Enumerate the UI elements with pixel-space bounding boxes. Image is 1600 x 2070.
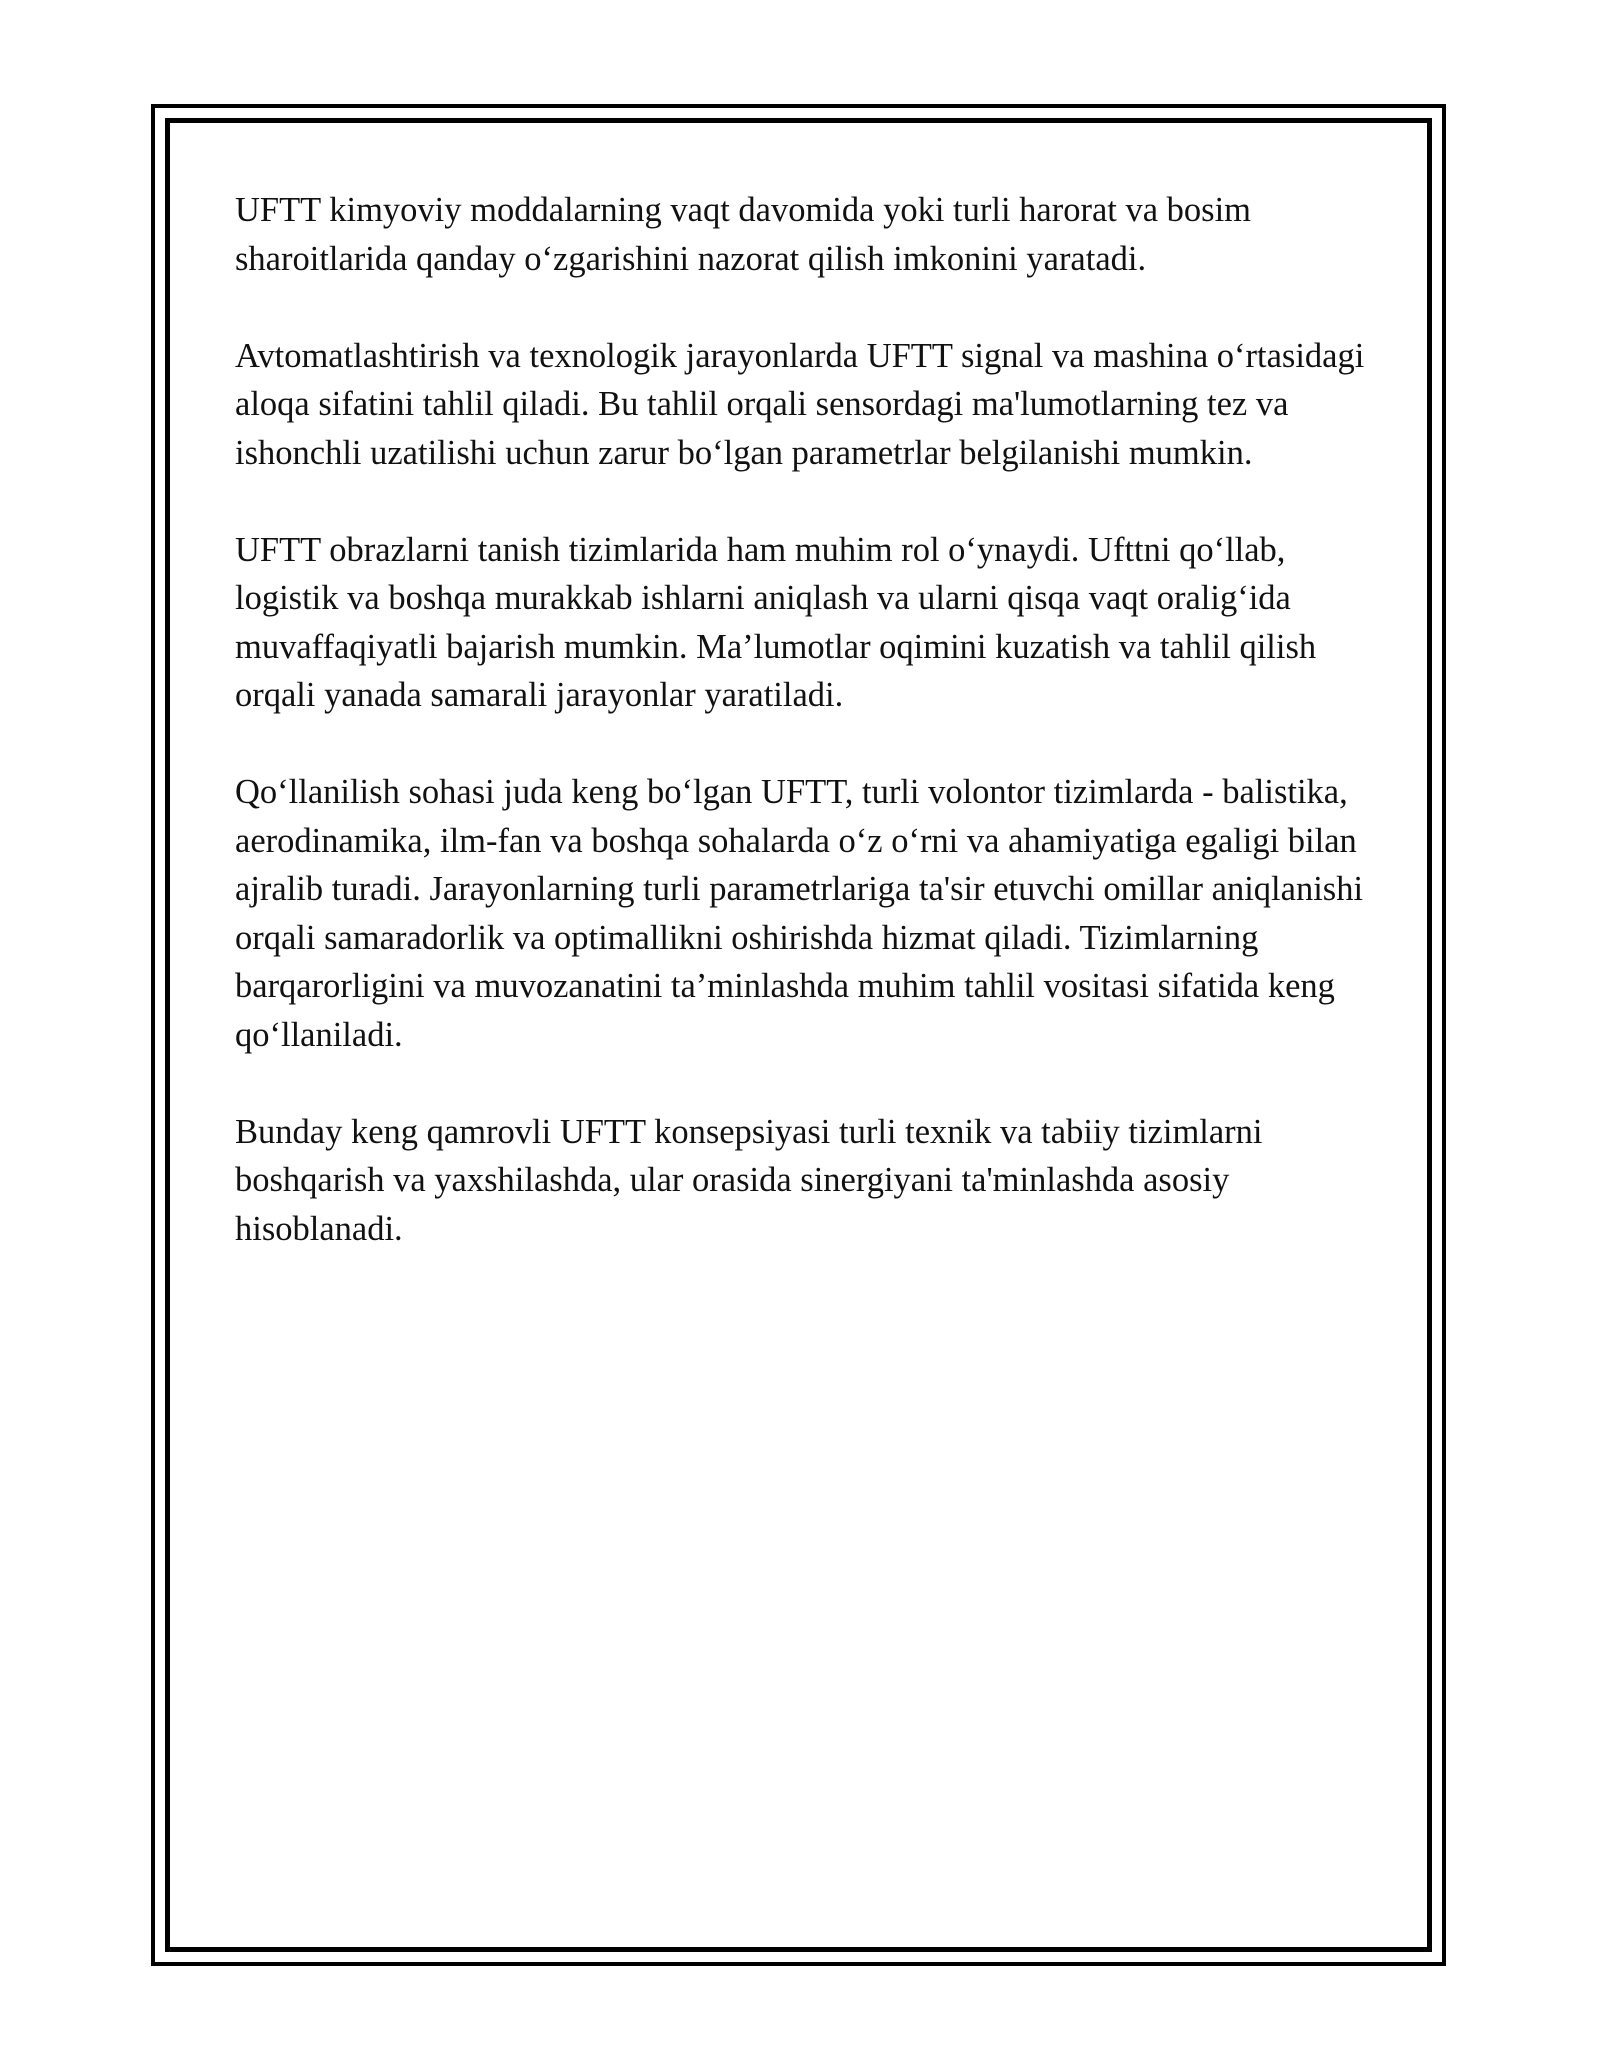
paragraph-2: Avtomatlashtirish va texnologik jarayonlarda UFTT signal va mashina o‘rtasidagi aloqa sifatini tahlil qiladi. Bu tahlil orqali sensordagi ma'lumotlarning tez va ishonchli uzatilishi uchun zarur bo‘lgan parametrlar belgilanishi mumkin.: [235, 336, 1365, 472]
document-body: [235, 186, 1365, 1302]
paragraph-5: Bunday keng qamrovli UFTT konsepsiyasi turli texnik va tabiiy tizimlarni boshqarish va yaxshilashda, ular orasida sinergiyani ta'minlashda asosiy hisoblanadi.: [235, 1112, 1263, 1248]
paragraph-4: Qo‘llanilish sohasi juda keng bo‘lgan UFTT, turli volontor tizimlarda - balistika, aerodinamika, ilm-fan va boshqa sohalarda o‘z o‘rni va ahamiyatiga egaligi bilan ajralib turadi. Jarayonlarning turli parametrlariga ta'sir etuvchi omillar aniqlanishi orqali samaradorlik va optimallikni oshirishda hizmat qiladi. Tizimlarning barqarorligini va muvozanatini ta’minlashda muhim tahlil vositasi sifatida keng qo‘llaniladi.: [235, 773, 1364, 1054]
paragraph-1: UFTT kimyoviy moddalarning vaqt davomida yoki turli harorat va bosim sharoitlarida qanday o‘zgarishini nazorat qilish imkonini yaratadi.: [235, 191, 1251, 278]
paragraph-3: UFTT obrazlarni tanish tizimlarida ham muhim rol o‘ynaydi. Ufttni qo‘llab, logistik va boshqa murakkab ishlarni aniqlash va ularni qisqa vaqt oralig‘ida muvaffaqiyatli bajarish mumkin. Ma’lumotlar oqimini kuzatish va tahlil qilish orqali yanada samarali jarayonlar yaratiladi.: [235, 530, 1317, 714]
